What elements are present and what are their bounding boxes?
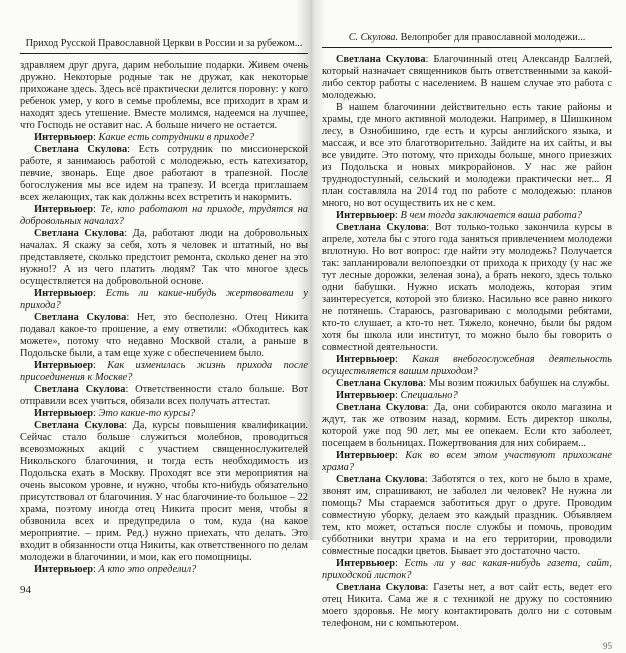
paragraph-text: Какая внебогослужебная деятельность осуществляется вашим приходом? — [322, 354, 612, 377]
answer-paragraph: Светлана Скулова: Вот только-только закончила курсы в апреле, хотела бы с этого года заняться привлечением молодежи вплотную. Но вот вопрос: где найти эту молодежь? Получается так: запланировали велопоездки от прихода к приходу (у нас же тут лесные дорожки, зеленая зона), а брать некого, здесь только одни бабушки. Нужно искать молодежь, которая этим заинтересуется, которой это близко. Насильно все равно никого не потянешь. Стараюсь, разговариваю с молодыми ребятами, кто-то слушает, а кто-то нет. Тяжело, конечно, были бы рядом хотя бы школа или институт, то можно было бы говорить о совместной деятельности. — [322, 222, 612, 353]
interviewer-question: Интервьюер: Есть ли какие-нибудь жертвователи у прихода? — [20, 288, 308, 311]
interviewer-question: Интервьюер: Какие есть сотрудники в приходе? — [34, 132, 255, 143]
speaker-name: Светлана Скулова — [34, 228, 125, 239]
answer-paragraph: Светлана Скулова: Да, они собираются около магазина и ждут, так же отвозим назад, кормим. Есть директор школы, которой уже под 90 лет, мы ее опекаем. Если кто заболеет, посещаем в больницах. Пожертвования для них собираем... — [322, 402, 612, 449]
paragraph-text: В нашем благочинии действительно есть такие районы и храмы, где много активной молодежи. Например, в Шишкином лесу, в Ознобишино, где есть и курсы английского языка, и массаж, и все это благотворительно. Зайдите на их сайты, и вы все увидите. Это потому, что приходы больше, много приезжих из Подольска и новых микрорайонов. У нас же район труднодоступный, сельский и молодежи практически нет... Я план составляла на 2014 год по работе с молодежью: планов много, но вот осуществить их не с кем. — [322, 102, 612, 209]
page-number: 94 — [20, 584, 31, 596]
paragraph-text: Есть ли у вас какая-нибудь газета, сайт, приходской листок? — [322, 558, 612, 581]
paragraph-text: здравляем друг друга, дарим небольшие подарки. Живем очень дружно. Некоторые родные так не дружат, как некоторые прихожане здесь. Здесь всё практически делится поровну: у кого ребенок умер, у кого в семье проблемы, все приходит в храм и находят здесь утешение. Вместе молимся, надеемся на лучшее, что Господь не оставит нас. А больше ничего не остается. — [20, 60, 308, 131]
paragraph-text: Ответственности стало больше. Вот отправили всех учиться, обязали всех получать аттестат. — [20, 384, 308, 407]
running-head — [20, 38, 308, 54]
text-paragraph — [322, 102, 612, 210]
paragraph-text: Вот только-только закончила курсы в апреле, хотела бы с этого года заняться привлечением молодежи вплотную. Но вот вопрос: где найти эту молодежь? Получается так: запланировали велопоездки от прихода к приходу (у нас же тут лесные дорожки, зеленая зона), а брать некого, здесь только одни бабушки. Нужно искать молодежь, которая этим заинтересуется, которой это близко. Насильно все равно никого не потянешь. Стараюсь, разговариваю с молодыми ребятами, кто-то слушает, а кто-то нет. Тяжело, конечно, были бы рядом хотя бы школа или институт, то можно было бы говорить о совместной деятельности. — [322, 222, 612, 353]
paragraph-text: Да, работают люди на добровольных началах. Я скажу за себя, хоть я человек и штатный, но вы представляете, сколько предстоит ремонта, сколько денег на это нужно!? А из чего платить людям? Так что многое здесь осуществляется на добровольной основе. — [20, 228, 308, 287]
speaker-name: Интервьюер — [34, 288, 94, 299]
speaker-name: Светлана Скулова — [336, 474, 425, 485]
speaker-name: Светлана Скулова — [336, 54, 426, 65]
speaker-name: Светлана Скулова — [34, 420, 125, 431]
speaker-name: Интервьюер — [336, 354, 396, 365]
paragraph-text: Газеты нет, а вот сайт есть, ведет его отец Никита. Сама же я с техникой не дружу по состоянию моего здоровья. Не могу контактировать долго ни с сотовым телефоном, ни с компьютером. — [322, 582, 612, 629]
running-head-title: Приход Русской Православной Церкви в России и за рубежом... — [25, 38, 303, 49]
paragraph-text: Какие есть сотрудники в приходе? — [98, 132, 255, 143]
paragraph-text: Специально? — [400, 390, 458, 401]
speaker-name: Светлана Скулова — [34, 312, 127, 323]
paragraph-text: Есть сотрудник по миссионерской работе, я занимаюсь работой с молодежью, есть катехизатор, певчие, звонарь. Еще двое работают в трапезной. После богослужения мы все идем на трапезу. И всегда приглашаем всех желающих, так как должны всех встретить и накормить. — [20, 144, 308, 203]
interviewer-question: Интервьюер: Те, кто работают на приходе, трудятся на добровольных началах? — [20, 204, 308, 227]
speaker-name: Интервьюер — [336, 558, 396, 569]
speaker-name: Интервьюер — [336, 210, 396, 221]
text-paragraph — [20, 60, 308, 132]
interviewer-question: Интервьюер: Есть ли у вас какая-нибудь газета, сайт, приходской листок? — [322, 558, 612, 581]
answer-paragraph: Светлана Скулова: Нет, это бесполезно. Отец Никита подавал какое-то прошение, а ему ответили: «Обходитесь как можете», потому что недавно Москвой стали, а раньше в Подольске были, а там еще хуже с обеспечением было. — [20, 312, 308, 359]
speaker-name: Интервьюер — [336, 390, 396, 401]
interviewer-question: Интервьюер: Как во всем этом участвуют прихожане храма? — [322, 450, 612, 473]
paragraph-text: Да, курсы повышения квалификации. Сейчас стало больше служиться молебнов, проводиться всевозможных акций с участием священнослужителей Никольского благочиния, и тогда есть необходимость из Подольска ехать в Москву. Проходят все эти мероприятия на очень высоком уровне, и нужно, чтобы кто-нибудь обязательно присутствовал от благочиния. У нас благочиние-то большое – 22 храма, поэтому иногда отец Никита просит меня, чтобы я обзвонила всех и предупредила о том, куда (на какое мероприятие. – прим. Ред.) нужно приехать, что делать. Это входит в обязанности отца Никиты, как ответственного по делам молодежи в благочинии, и мои, как его помощницы. — [20, 420, 308, 563]
paragraph-text: Да, они собираются около магазина и ждут, так же отвозим назад, кормим. Есть директор школы, которой уже под 90 лет, мы ее опекаем. Если кто заболеет, посещаем в больницах. Пожертвования для них собираем... — [322, 402, 612, 449]
paragraph-text: А кто это определил? — [98, 564, 197, 575]
interviewer-question: Интервьюер: Специально? — [336, 390, 458, 401]
answer-paragraph: Светлана Скулова: Заботятся о тех, кого не было в храме, звонят им, спрашивают, не заболел ли человек? Не нужна ли помощь? Мы стараемся заботиться друг о друге. Проводим совместную уборку, делаем это каждый праздник. Объявляем тем, кто может, остаться после службы и помочь, проводим субботники внутри храма и на его территории, проводили совместные посадки цветов. Бывает это достаточно часто. — [322, 474, 612, 557]
speaker-name: Интервьюер — [34, 564, 94, 575]
paragraph-text: Нет, это бесполезно. Отец Никита подавал какое-то прошение, а ему ответили: «Обходитесь как можете», потому что недавно Москвой стали, а раньше в Подольске были, а там еще хуже с обеспечением было. — [20, 312, 308, 359]
speaker-name: Интервьюер — [34, 408, 94, 419]
answer-paragraph: Светлана Скулова: Благочинный отец Александр Балглей, который назначает священников быть ответственными за какой-либо сектор работы с населением. В нашем случае это работа с молодежью. — [322, 54, 612, 101]
answer-paragraph: Светлана Скулова: Газеты нет, а вот сайт есть, ведет его отец Никита. Сама же я с техникой не дружу по состоянию моего здоровья. Не могу контактировать долго ни с сотовым телефоном, ни с компьютером. — [322, 582, 612, 629]
page-number: 95 — [603, 641, 612, 651]
speaker-name: Интервьюер — [34, 204, 94, 215]
interviewer-question: Интервьюер: Это какие-то курсы? — [34, 408, 196, 419]
paragraph-text: Те, кто работают на приходе, трудятся на добровольных началах? — [20, 204, 308, 227]
left-page — [20, 38, 308, 597]
right-page — [322, 32, 612, 653]
answer-paragraph: Светлана Скулова: Мы возим пожилых бабушек на службы. — [336, 378, 610, 389]
speaker-name: Светлана Скулова — [336, 402, 426, 413]
running-head-title: Велопробег для православной молодежи... — [400, 32, 586, 43]
answer-paragraph: Светлана Скулова: Есть сотрудник по миссионерской работе, я занимаюсь работой с молодежью, есть катехизатор, певчие, звонарь. Еще двое работают в трапезной. После богослужения мы все идем на трапезу. И всегда приглашаем всех желающих, так как должны всех встретить и накормить. — [20, 144, 308, 203]
speaker-name: Светлана Скулова — [336, 222, 427, 233]
interviewer-question: Интервьюер: Какая внебогослужебная деятельность осуществляется вашим приходом? — [322, 354, 612, 377]
answer-paragraph: Светлана Скулова: Да, работают люди на добровольных началах. Я скажу за себя, хоть я человек и штатный, но вы представляете, сколько предстоит ремонта, сколько денег на это нужно!? А из чего платить людям? Так что многое здесь осуществляется на добровольной основе. — [20, 228, 308, 287]
speaker-name: Интервьюер — [34, 360, 94, 371]
speaker-name: Светлана Скулова — [34, 384, 126, 395]
interviewer-question: Интервьюер: В чем тогда заключается ваша работа? — [336, 210, 582, 221]
page-body — [20, 60, 308, 576]
speaker-name: Светлана Скулова — [34, 144, 128, 155]
running-head-author: С. Скулова. — [348, 32, 399, 43]
paragraph-text: Мы возим пожилых бабушек на службы. — [428, 378, 610, 389]
answer-paragraph: Светлана Скулова: Ответственности стало больше. Вот отправили всех учиться, обязали всех получать аттестат. — [20, 384, 308, 407]
paragraph-text: Как во всем этом участвуют прихожане храма? — [322, 450, 612, 473]
speaker-name: Интервьюер — [336, 450, 396, 461]
interviewer-question: Интервьюер: Как изменилась жизнь прихода после присоединения к Москве? — [20, 360, 308, 383]
paragraph-text: Это какие-то курсы? — [98, 408, 196, 419]
paragraph-text: В чем тогда заключается ваша работа? — [400, 210, 582, 221]
paragraph-text: Благочинный отец Александр Балглей, который назначает священников быть ответственными за какой-либо сектор работы с населением. В нашем случае это работа с молодежью. — [322, 54, 612, 101]
running-head — [322, 32, 612, 48]
paragraph-text: Есть ли какие-нибудь жертвователи у прихода? — [20, 288, 308, 311]
speaker-name: Светлана Скулова — [336, 582, 426, 593]
speaker-name: Светлана Скулова — [336, 378, 424, 389]
interviewer-question: Интервьюер: А кто это определил? — [34, 564, 197, 575]
answer-paragraph: Светлана Скулова: Да, курсы повышения квалификации. Сейчас стало больше служиться молебнов, проводиться всевозможных акций с участием священнослужителей Никольского благочиния, и тогда есть необходимость из Подольска ехать в Москву. Проходят все эти мероприятия на очень высоком уровне, и нужно, чтобы кто-нибудь обязательно присутствовал от благочиния. У нас благочиние-то большое – 22 храма, поэтому иногда отец Никита просит меня, чтобы я обзвонила всех и предупредила о том, куда (на какое мероприятие. – прим. Ред.) нужно приехать, что делать. Это входит в обязанности отца Никиты, как ответственного по делам молодежи в благочинии, и мои, как его помощницы. — [20, 420, 308, 563]
page-body — [322, 54, 612, 630]
paragraph-text: Заботятся о тех, кого не было в храме, звонят им, спрашивают, не заболел ли человек? Не нужна ли помощь? Мы стараемся заботиться друг о друге. Проводим совместную уборку, делаем это каждый праздник. Объявляем тем, кто может, остаться после службы и помочь, проводим субботники внутри храма и на его территории, проводили совместные посадки цветов. Бывает это достаточно часто. — [322, 474, 612, 557]
paragraph-text: Как изменилась жизнь прихода после присоединения к Москве? — [20, 360, 308, 383]
speaker-name: Интервьюер — [34, 132, 94, 143]
